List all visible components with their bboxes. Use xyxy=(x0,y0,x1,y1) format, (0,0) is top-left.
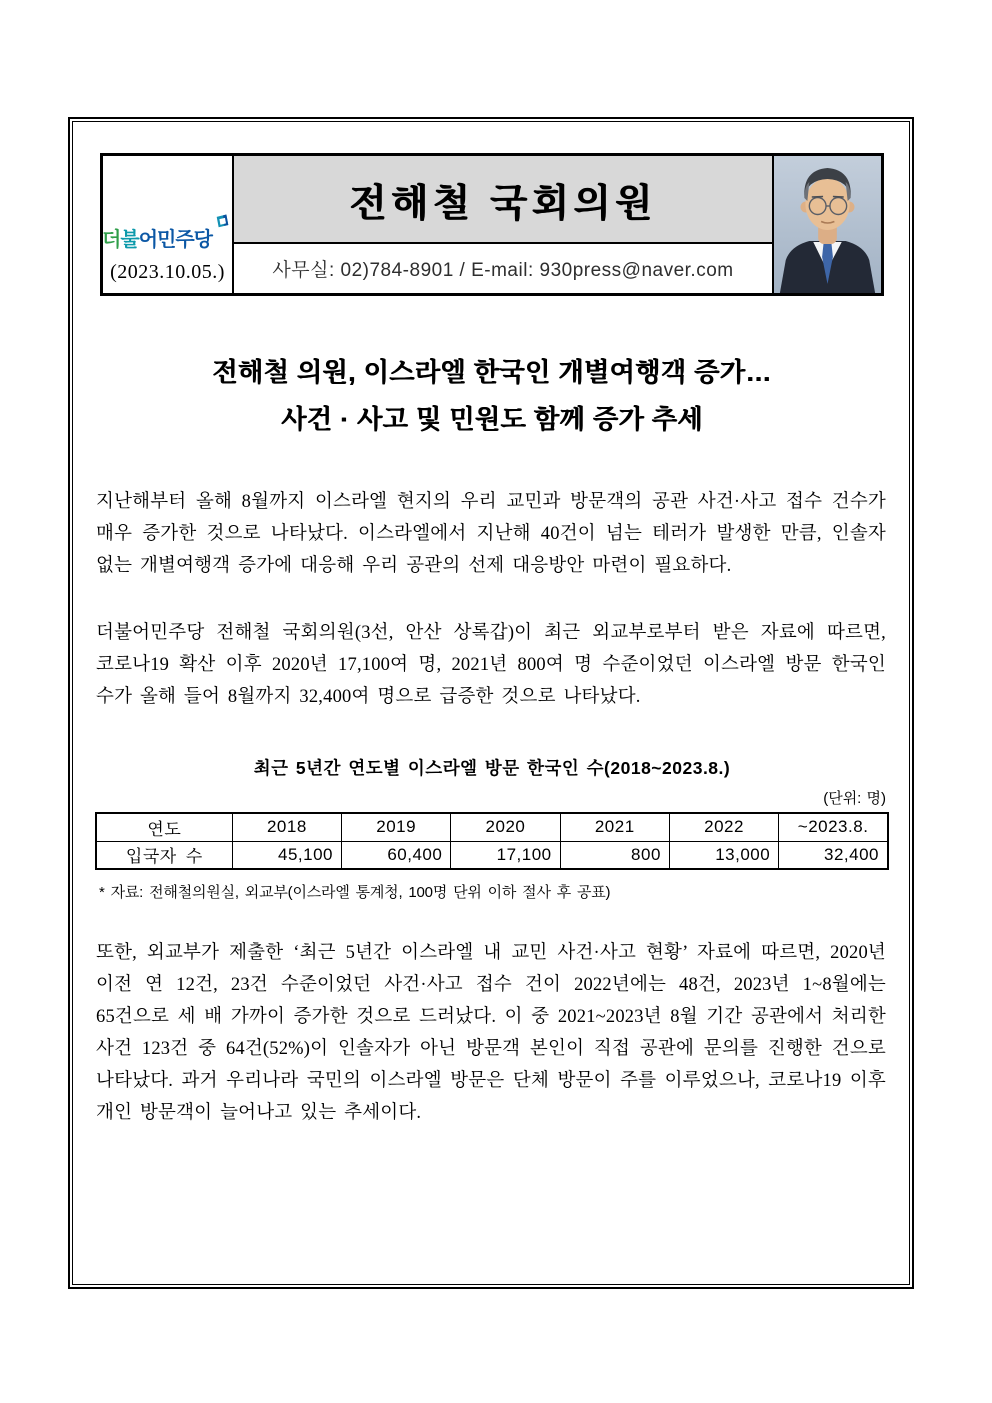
table-header-row xyxy=(96,813,888,841)
document-page xyxy=(72,121,910,1285)
visitors-table xyxy=(95,812,889,870)
assembly-member-title: 전해철 국회의원 xyxy=(349,182,657,225)
party-logo-text: 더불어민주당 xyxy=(102,229,212,251)
value-2019: 60,400 xyxy=(342,841,451,869)
document-frame xyxy=(68,117,914,1289)
col-header-2018: 2018 xyxy=(232,813,341,841)
table-footnote: * 자료: 전해철의원실, 외교부(이스라엘 통계청, 100명 단위 이하 절사 후 공표) xyxy=(99,884,611,901)
party-logo xyxy=(102,213,233,250)
table-unit-label: (단위: 명) xyxy=(823,790,886,807)
col-header-2021: 2021 xyxy=(560,813,669,841)
value-2021: 800 xyxy=(560,841,669,869)
title-line-2: 사건 · 사고 및 민원도 함께 증가 추세 xyxy=(281,404,703,434)
table-data-row xyxy=(96,841,888,869)
col-header-2019: 2019 xyxy=(342,813,451,841)
statistics-section xyxy=(95,755,889,902)
col-header-2022: 2022 xyxy=(669,813,778,841)
value-2018: 45,100 xyxy=(232,841,341,869)
portrait-photo xyxy=(772,156,881,293)
paragraph-3: 또한, 외교부가 제출한 ‘최근 5년간 이스라엘 내 교민 사건·사고 현황’ 자료에 따르면, 2020년 이전 연 12건, 23건 수준이었던 사건·사고 접수 건이 2022년에는 48건, 2023년 1~8월에는 65건으로 세 배 가까이 증가한 것으로 드러났다. 이 중 2021~2023년 8월 기간 공관에서 처리한 사건 123건 중 64건(52%)이 인솔자가 아닌 방문객 본인이 직접 공관에 문의를 진행한 건으로 나타났다. 과거 우리나라 국민의 이스라엘 방문은 단체 방문이 주를 이루었으나, 코로나19 이후 개인 방문객이 늘어나고 있는 추세이다. xyxy=(96,943,886,1123)
title-line-1: 전해철 의원, 이스라엘 한국인 개별여행객 증가… xyxy=(212,357,772,387)
col-header-2023: ~2023.8. xyxy=(779,813,888,841)
header-contact-cell xyxy=(234,244,772,293)
header-center-cell xyxy=(234,156,772,293)
release-date: (2023.10.05.) xyxy=(110,261,225,283)
party-symbol-icon xyxy=(214,213,231,234)
value-2020: 17,100 xyxy=(451,841,560,869)
header-left-cell xyxy=(103,156,234,293)
value-2023: 32,400 xyxy=(779,841,888,869)
row-label-entrants: 입국자 수 xyxy=(96,841,232,869)
col-header-year: 연도 xyxy=(96,813,232,841)
header-title-cell xyxy=(234,156,772,244)
value-2022: 13,000 xyxy=(669,841,778,869)
paragraph-1: 지난해부터 올해 8월까지 이스라엘 현지의 우리 교민과 방문객의 공관 사건·사고 접수 건수가 매우 증가한 것으로 나타났다. 이스라엘에서 지난해 40건이 넘는 테러가 발생한 만큼, 인솔자 없는 개별여행객 증가에 대응해 우리 공관의 선제 대응방안 마련이 필요하다. xyxy=(96,492,886,576)
header-box xyxy=(100,153,884,296)
press-release-title xyxy=(95,349,889,443)
col-header-2020: 2020 xyxy=(451,813,560,841)
contact-info: 사무실: 02)784-8901 / E-mail: 930press@naver.com xyxy=(272,260,734,281)
paragraph-2: 더불어민주당 전해철 국회의원(3선, 안산 상록갑)이 최근 외교부로부터 받은 자료에 따르면, 코로나19 확산 이후 2020년 17,100여 명, 2021년 800여 명 수준이었던 이스라엘 방문 한국인 수가 올해 들어 8월까지 32,400여 명으로 급증한 것으로 나타났다. xyxy=(96,623,886,707)
table-title: 최근 5년간 연도별 이스라엘 방문 한국인 수(2018~2023.8.) xyxy=(253,758,731,778)
